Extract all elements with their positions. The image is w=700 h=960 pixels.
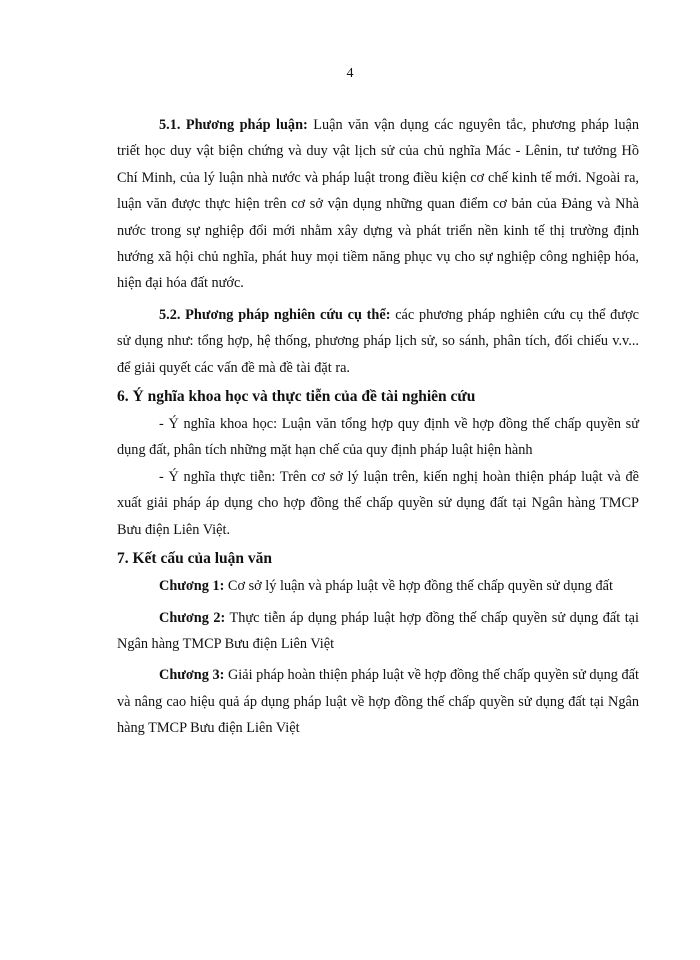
paragraph-5-2 — [117, 302, 639, 381]
chapter-1-label: Chương 1: — [159, 578, 225, 595]
chapter-1-text: Cơ sở lý luận và pháp luật về hợp đồng thế chấp quyền sử dụng đất — [224, 578, 613, 595]
chapter-2-label: Chương 2: — [159, 609, 226, 626]
section-5-2-text: các phương pháp nghiên cứu cụ thể được sử dụng như: tổng hợp, hệ thống, phương pháp lịch sử, so sánh, phân tích, đối chiếu v.v... để giải quyết các vấn đề mà đề tài đặt ra. — [117, 306, 639, 376]
section-7-heading: 7. Kết cấu của luận văn — [117, 550, 273, 568]
chapter-1-paragraph — [117, 573, 639, 599]
section-6-heading: 6. Ý nghĩa khoa học và thực tiễn của đề tài nghiên cứu — [117, 388, 476, 406]
paragraph-5-1 — [117, 112, 639, 297]
chapter-2-paragraph — [117, 605, 639, 658]
section-5-2-label: 5.2. Phương pháp nghiên cứu cụ thể: — [159, 306, 391, 323]
page-number: 4 — [346, 66, 354, 81]
chapter-3-label: Chương 3: — [159, 667, 225, 684]
section-6-item-scientific: - Ý nghĩa khoa học: Luận văn tổng hợp quy định về hợp đồng thế chấp quyền sử dụng đất, phân tích những mặt hạn chế của quy định pháp luật hiện hành — [117, 416, 639, 459]
chapter-3-text: Giải pháp hoàn thiện pháp luật về hợp đồng thế chấp quyền sử dụng đất và nâng cao hiệu quả áp dụng pháp luật về hợp đồng thế chấp quyền sử dụng đất tại Ngân hàng TMCP Bưu điện Liên Việt — [117, 667, 639, 737]
section-6-item-practical: - Ý nghĩa thực tiễn: Trên cơ sở lý luận trên, kiến nghị hoàn thiện pháp luật và đề xuất giải pháp áp dụng cho hợp đồng thế chấp quyền sử dụng đất tại Ngân hàng TMCP Bưu điện Liên Việt. — [117, 468, 639, 538]
chapter-3-paragraph — [117, 662, 639, 741]
section-5-1-text: Luận văn vận dụng các nguyên tắc, phương pháp luận triết học duy vật biện chứng và duy vật lịch sử của chủ nghĩa Mác - Lênin, tư tưởng Hồ Chí Minh, của lý luận nhà nước và pháp luật trong điều kiện cơ chế kinh tế mới. Ngoài ra, luận văn được thực hiện trên cơ sở vận dụng những quan điểm cơ bản của Đảng và Nhà nước trong sự nghiệp đổi mới nhằm xây dựng và phát triển nền kinh tế thị trường định hướng xã hội chủ nghĩa, phát huy mọi tiềm năng phục vụ cho sự nghiệp công nghiệp hóa, hiện đại hóa đất nước. — [117, 117, 639, 292]
chapter-2-text: Thực tiễn áp dụng pháp luật hợp đồng thế chấp quyền sử dụng đất tại Ngân hàng TMCP Bưu điện Liên Việt — [117, 609, 639, 652]
section-5-1-label: 5.1. Phương pháp luận: — [159, 117, 308, 133]
document-body — [117, 112, 639, 742]
